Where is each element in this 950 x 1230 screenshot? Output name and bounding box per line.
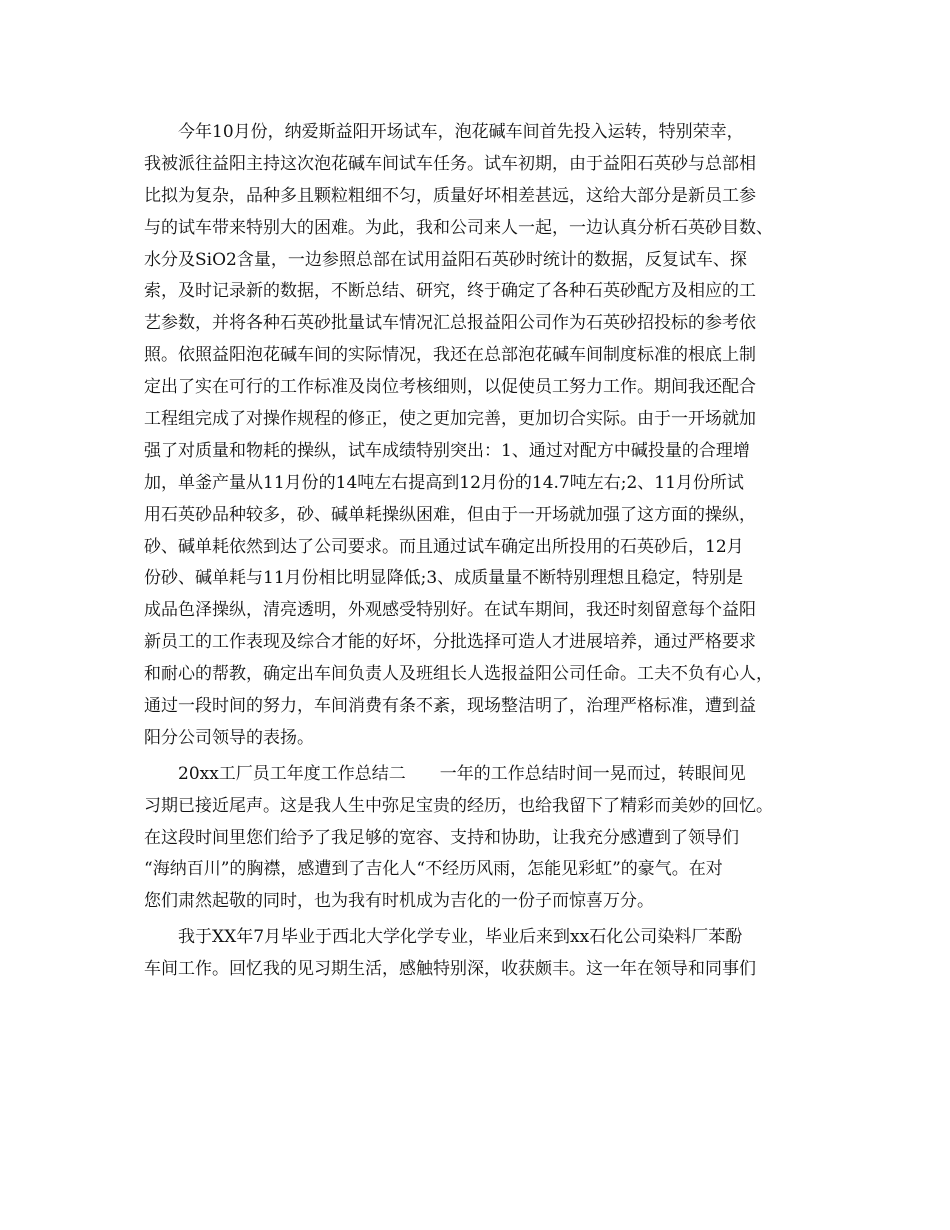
text-line: 我被派往益阳主持这次泡花碱车间试车任务。试车初期，由于益阳石英砂与总部相	[144, 153, 756, 174]
document-body	[144, 117, 844, 986]
text-line: 通过一段时间的努力，车间消费有条不紊，现场整洁明了，治理严格标准，遭到益	[144, 696, 756, 717]
text-line: 水分及SiO2含量，一边参照总部在试用益阳石英砂时统计的数据，反复试车、探	[144, 249, 747, 270]
text-line: 定出了实在可行的工作标准及岗位考核细则，以促使员工努力工作。期间我还配合	[144, 377, 756, 398]
text-line: 成品色泽操纵，清亮透明，外观感受特别好。在试车期间，我还时刻留意每个益阳	[144, 600, 756, 621]
paragraph	[144, 117, 844, 755]
text-line: 新员工的工作表现及综合才能的好坏，分批选择可造人才进展培养，通过严格要求	[144, 632, 756, 653]
text-line: 加，单釜产量从11月份的14吨左右提高到12月份的14.7吨左右;2、11月份所试	[144, 472, 744, 493]
text-line: 强了对质量和物耗的操纵，试车成绩特别突出：1、通过对配方中碱投量的合理增	[144, 440, 750, 461]
text-line: 在这段时间里您们给予了我足够的宽容、支持和协助，让我充分感遭到了领导们	[144, 827, 739, 848]
paragraph	[144, 922, 844, 986]
text-line: 用石英砂品种较多，砂、碱单耗操纵困难，但由于一开场就加强了这方面的操纵，	[144, 504, 756, 525]
text-line: 比拟为复杂，品种多且颗粒粗细不匀，质量好坏相差甚远，这给大部分是新员工参	[144, 185, 756, 206]
text-line: 我于XX年7月毕业于西北大学化学专业，毕业后来到xx石化公司染料厂苯酚	[144, 927, 743, 948]
text-line: 砂、碱单耗依然到达了公司要求。而且通过试车确定出所投用的石英砂后，12月	[144, 536, 744, 557]
text-line: 您们肃然起敬的同时，也为我有时机成为吉化的一份子而惊喜万分。	[144, 891, 654, 912]
text-line: 照。依照益阳泡花碱车间的实际情况，我还在总部泡花碱车间制度标准的根底上制	[144, 345, 756, 366]
text-line: 车间工作。回忆我的见习期生活，感触特别深，收获颇丰。这一年在领导和同事们	[144, 959, 756, 980]
text-line: 索，及时记录新的数据，不断总结、研究，终于确定了各种石英砂配方及相应的工	[144, 281, 756, 302]
text-line: 份砂、碱单耗与11月份相比明显降低;3、成质量量不断特别理想且稳定，特别是	[144, 568, 744, 589]
text-line: 阳分公司领导的表扬。	[144, 727, 314, 748]
text-line: 艺参数，并将各种石英砂批量试车情况汇总报益阳公司作为石英砂招投标的参考依	[144, 313, 756, 334]
text-line: 和耐心的帮教，确定出车间负责人及班组长人选报益阳公司任命。工夫不负有心人，	[144, 664, 773, 685]
text-line: 工程组完成了对操作规程的修正，使之更加完善，更加切合实际。由于一开场就加	[144, 409, 756, 430]
text-line: 与的试车带来特别大的困难。为此，我和公司来人一起，一边认真分析石英砂目数、	[144, 217, 773, 238]
text-line: 20xx工厂员工年度工作总结二 一年的工作总结时间一晃而过，转眼间见	[144, 763, 746, 784]
text-line: 今年10月份，纳爱斯益阳开场试车，泡花碱车间首先投入运转，特别荣幸，	[144, 122, 744, 142]
text-line: 习期已接近尾声。这是我人生中弥足宝贵的经历，也给我留下了精彩而美妙的回忆。	[144, 795, 773, 816]
text-line: “海纳百川”的胸襟，感遭到了吉化人“不经历风雨，怎能见彩虹”的豪气。在对	[144, 859, 723, 880]
paragraph	[144, 759, 844, 918]
